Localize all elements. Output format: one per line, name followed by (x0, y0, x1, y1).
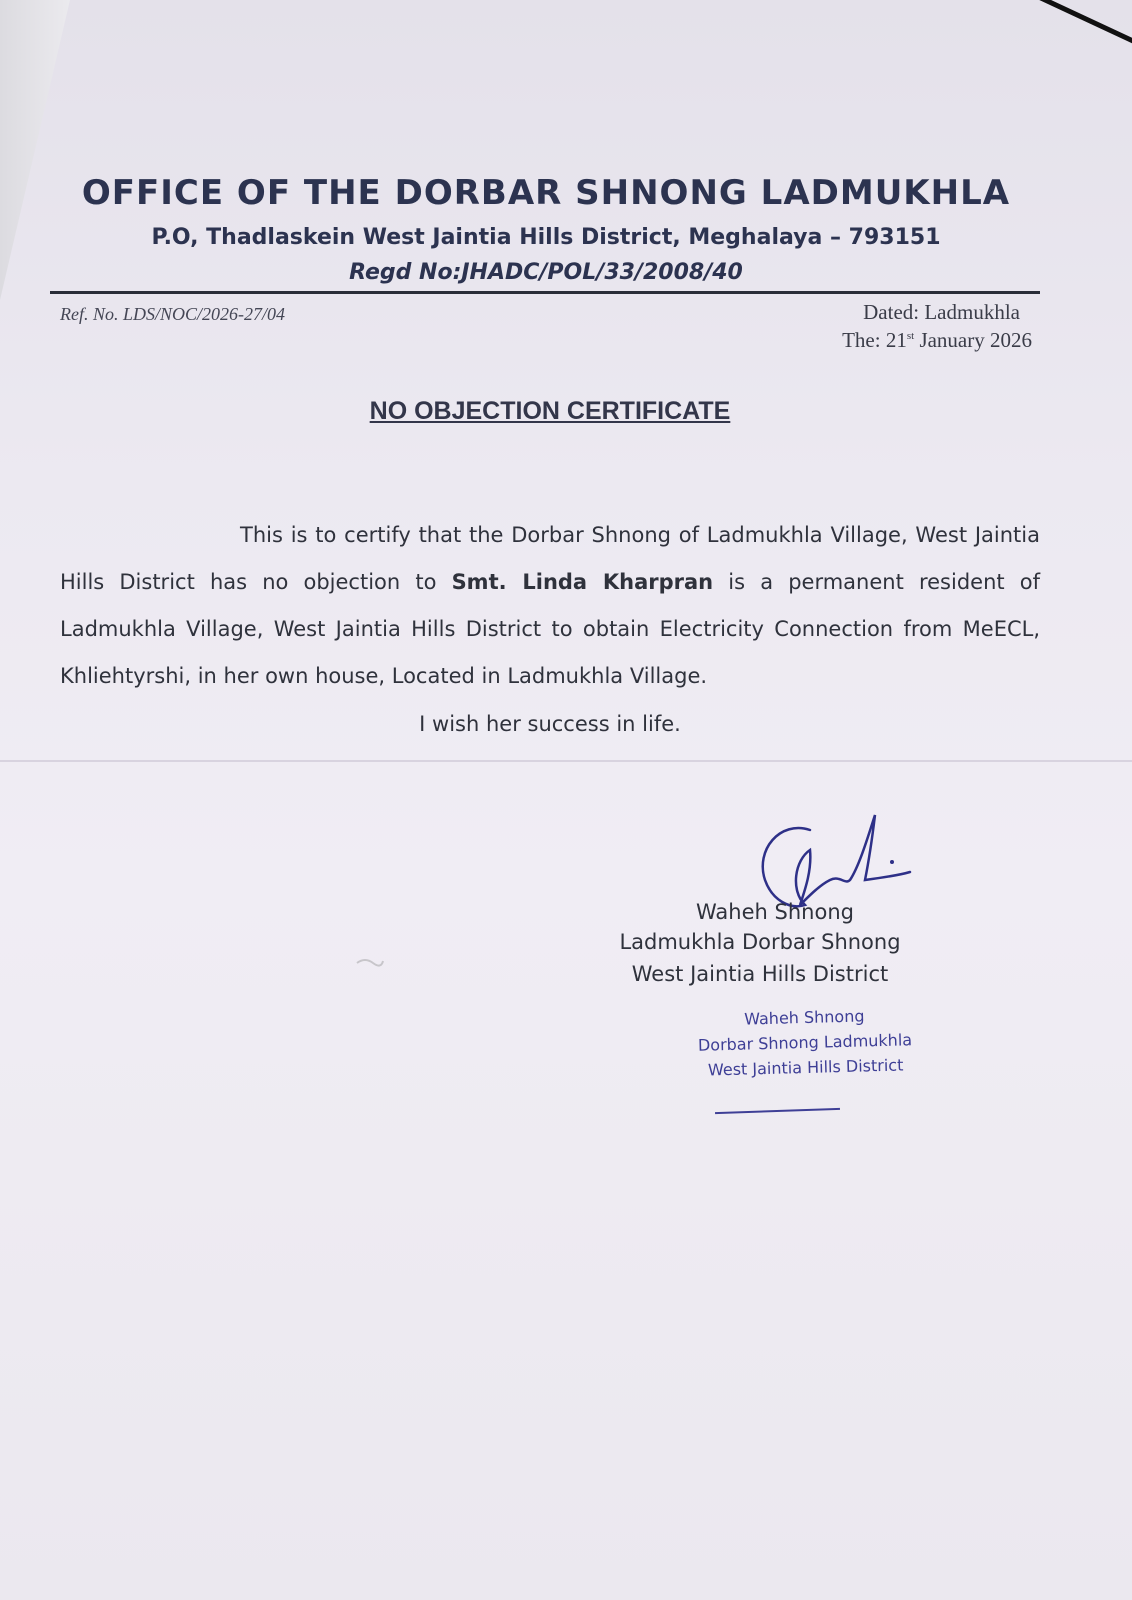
ink-smudge (355, 955, 385, 969)
dated-place: Dated: Ladmukhla (863, 300, 1020, 324)
date-ordinal: st (906, 330, 915, 342)
stamp-line-3: West Jaintia Hills District (707, 1055, 904, 1080)
office-title: OFFICE OF THE DORBAR SHNONG LADMUKHLA (81, 173, 1011, 213)
stamp-underline (715, 1108, 840, 1114)
signatory-organization: Ladmukhla Dorbar Shnong (619, 930, 901, 954)
corner-cable (998, 0, 1132, 49)
paper-edge-shadow (0, 0, 70, 300)
signatory-district: West Jaintia Hills District (631, 962, 889, 986)
reference-number: Ref. No. LDS/NOC/2026-27/04 (60, 304, 286, 324)
office-address: P.O, Thadlaskein West Jaintia Hills District, Meghalaya – 793151 (151, 225, 941, 250)
closing-wish: I wish her success in life. (419, 712, 681, 736)
paragraph-part-1: This is to certify that the Dorbar Shnong of Ladmukhla Village, West Jaintia Hills District has no objection to (60, 523, 1040, 594)
date-prefix: The: 21 (842, 328, 907, 352)
resident-name: Smt. Linda Kharpran (451, 570, 714, 594)
stamp-line-1: Waheh Shnong (743, 1006, 865, 1029)
document-date (842, 328, 1032, 353)
certificate-paragraph (60, 512, 1040, 700)
registration-number: Regd No:JHADC/POL/33/2008/40 (349, 260, 743, 285)
signatory-name: Waheh Shnong (696, 900, 854, 924)
date-rest: January 2026 (914, 328, 1032, 352)
stamp-line-2: Dorbar Shnong Ladmukhla (697, 1030, 913, 1055)
certificate-title: NO OBJECTION CERTIFICATE (369, 397, 731, 425)
header-rule (50, 291, 1040, 294)
official-stamp (689, 1002, 921, 1083)
paper-fold-line (0, 760, 1132, 762)
paragraph-part-2: is a permanent resident of Ladmukhla Village, West Jaintia Hills District to obtain Electricity Connection from MeECL, Khliehtyrshi, in her own house, Located in Ladmukhla Village. (60, 570, 1040, 688)
